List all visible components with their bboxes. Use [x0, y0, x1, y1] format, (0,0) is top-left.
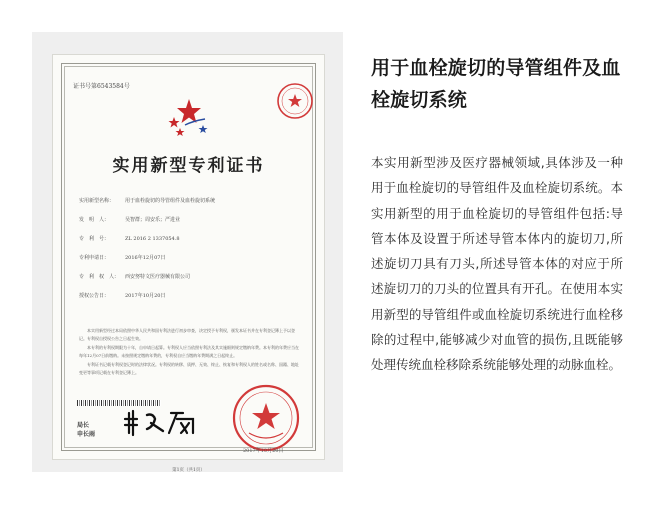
field-row [79, 267, 299, 286]
field-label: 专利申请日： [79, 255, 110, 261]
product-info [371, 52, 623, 378]
certificate-fields [79, 191, 299, 305]
certificate-title: 实用新型专利证书 [112, 156, 265, 176]
field-label: 授权公告日： [79, 293, 110, 299]
stars-emblem-icon [165, 95, 211, 139]
body-paragraph: 本实用新型经过本局依照中华人民共和国专利法进行初步审查，决定授予专利权，颁发本证书并在专利登记簿上予以登记。专利权自授权公告之日起生效。 [79, 328, 295, 341]
field-value: ZL 2016 2 1337054.8 [125, 235, 180, 242]
field-value: 吴智群；周安乐；严进业 [125, 217, 181, 223]
product-description: 本实用新型涉及医疗器械领域,具体涉及一种用于血栓旋切的导管组件及血栓旋切系统。本实用新型的用于血栓旋切的导管组件包括:导管本体及设置于所述导管本体内的旋切刀,所述旋切刀具有刀头,所述导管本体的对应于所述旋切刀的刀头的位置具有开孔。在使用本实用新型的导管组件或血栓旋切系统进行血栓移除的过程中,能够减少对血管的损伤,且既能够处理传统血栓移除系统能够处理的动脉血栓。 [371, 155, 623, 373]
field-value: 西安努特文医疗器械有限公司 [125, 274, 191, 280]
seal-date: 2017年10月20日 [243, 448, 284, 454]
field-label: 实用新型名称： [79, 198, 115, 204]
field-row [79, 286, 299, 305]
field-label: 发 明 人： [79, 217, 110, 223]
body-paragraph: 本专利的专利权期限为十年，自申请日起算。专利权人应当依照专利法及其实施细则规定缴纳年费。本专利的年费应当在每年12月07日前缴纳。未按照规定缴纳年费的，专利权自应当缴纳年费期满之日起终止。 [79, 345, 299, 358]
certificate-frame [32, 32, 343, 472]
field-row [79, 229, 299, 248]
director-label: 局长 申长雨 [77, 422, 96, 438]
body-paragraph: 专利证书记载专利权登记时的法律状况。专利权的转移、质押、无效、终止、恢复和专利权人的姓名或名称、国籍、地址变更等事项记载在专利登记簿上。 [79, 362, 299, 375]
field-value: 用于血栓旋切的导管组件及血栓旋切系统 [125, 198, 216, 204]
field-row [79, 191, 299, 210]
certificate-number: 证书号第6543584号 [73, 83, 130, 90]
certificate-body-text [79, 327, 299, 378]
patent-office-seal-icon [231, 383, 301, 453]
field-label: 专 利 权 人： [79, 274, 120, 280]
patent-certificate-image [52, 54, 325, 473]
field-label: 专 利 号： [79, 236, 110, 242]
field-value: 2016年12月07日 [125, 255, 166, 261]
field-row [79, 248, 299, 267]
field-row [79, 210, 299, 229]
field-value: 2017年10月20日 [125, 293, 166, 299]
agency-seal-icon [275, 81, 315, 121]
page-footer: 第1页（共1页） [172, 468, 205, 473]
product-title: 用于血栓旋切的导管组件及血栓旋切系统 [371, 57, 621, 111]
director-signature-icon [123, 405, 207, 439]
